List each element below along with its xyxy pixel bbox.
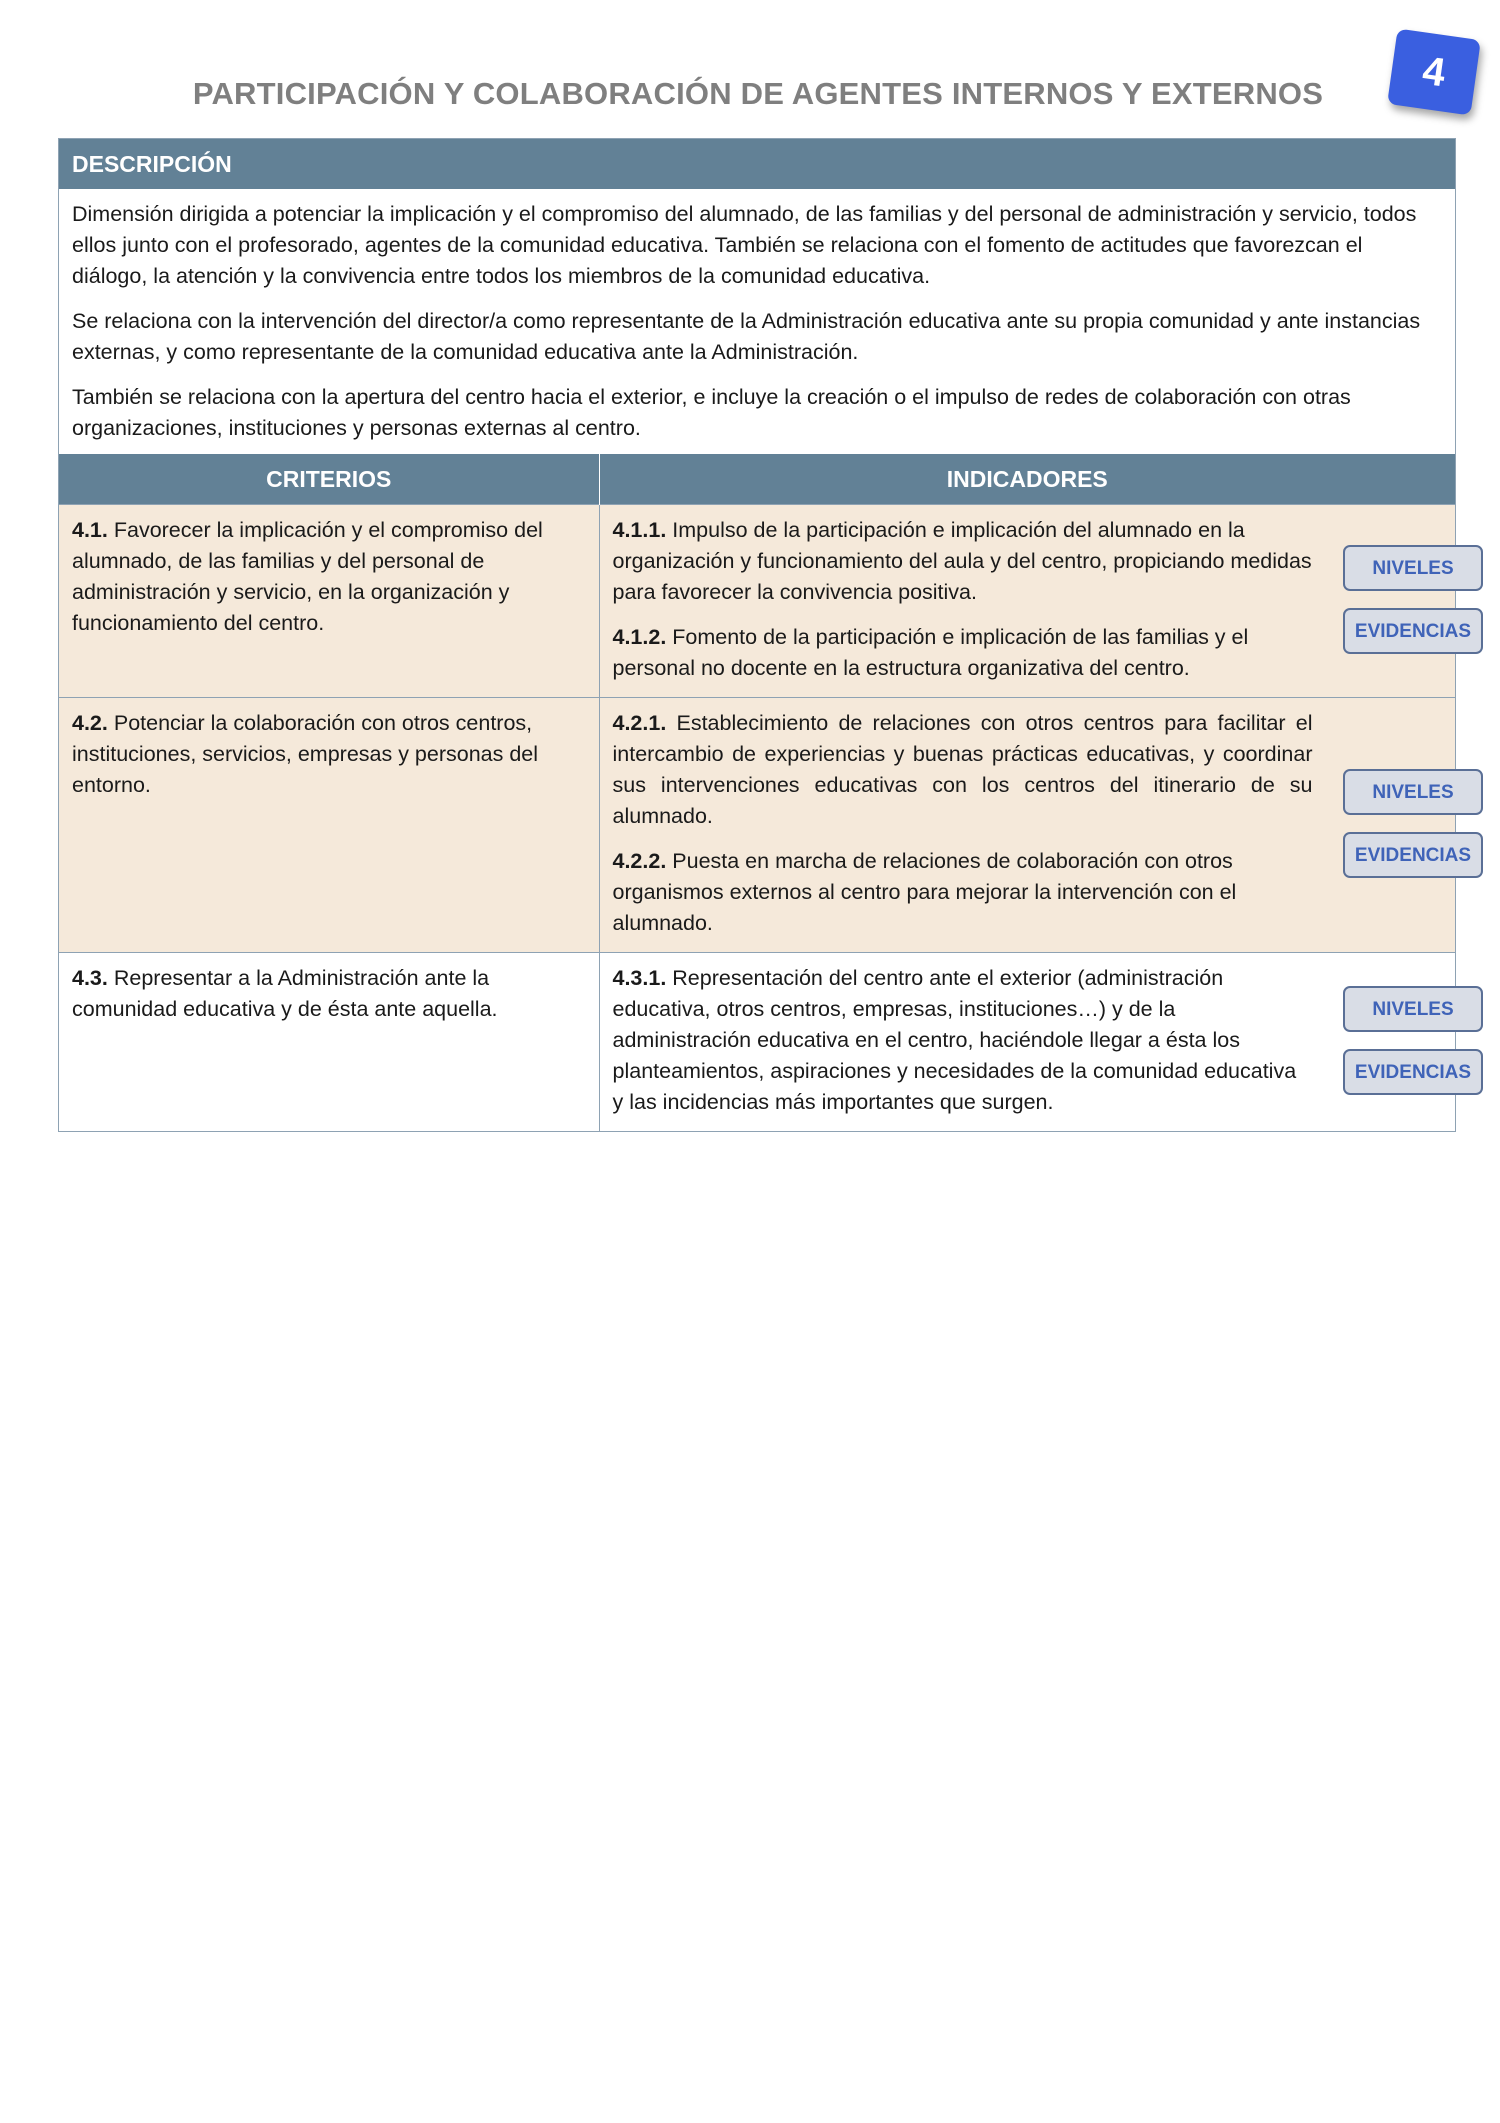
indicator-text: Puesta en marcha de relaciones de colaboración con otros organismos externos al centro para mejorar la intervención con el alumnado. — [612, 849, 1237, 935]
criterion-code: 4.2. — [72, 711, 108, 735]
evidencias-button[interactable]: EVIDENCIAS — [1343, 1049, 1483, 1095]
niveles-button[interactable]: NIVELES — [1343, 769, 1483, 815]
indicator-code: 4.2.1. — [612, 711, 667, 735]
indicator-code: 4.1.1. — [612, 518, 667, 542]
criterion-text: Potenciar la colaboración con otros centros, instituciones, servicios, empresas y personas del entorno. — [72, 711, 539, 797]
dimension-number-badge: 4 — [1387, 29, 1481, 116]
niveles-button[interactable]: NIVELES — [1343, 545, 1483, 591]
indicator-code: 4.2.2. — [612, 849, 667, 873]
page-title: PARTICIPACIÓN Y COLABORACIÓN DE AGENTES INTERNOS Y EXTERNOS — [192, 76, 1324, 111]
niveles-button[interactable]: NIVELES — [1343, 986, 1483, 1032]
criterion-code: 4.1. — [72, 518, 108, 542]
criterion-text: Favorecer la implicación y el compromiso del alumnado, de las familias y del personal de administración y servicio, en la organización y funcionamiento del centro. — [72, 518, 543, 635]
row-actions — [1343, 769, 1483, 878]
evidencias-button[interactable]: EVIDENCIAS — [1343, 832, 1483, 878]
criterion-cell — [59, 953, 599, 1131]
indicator-cell — [599, 698, 1472, 953]
criterion-cell — [59, 698, 599, 953]
criteria-table — [59, 454, 1472, 1131]
indicator-cell — [599, 953, 1472, 1131]
indicator-item — [613, 708, 1313, 832]
indicator-text: Representación del centro ante el exterior (administración educativa, otros centros, empresas, instituciones…) y de la administración educativa en el centro, haciéndole llegar a ésta los planteamientos, aspiraciones y necesidades de la comunidad educativa y las incidencias más importantes que surgen. — [612, 966, 1297, 1114]
indicator-text: Impulso de la participación e implicación del alumnado en la organización y funcionamiento del aula y del centro, propiciando medidas para favorecer la convivencia positiva. — [612, 518, 1312, 604]
description-paragraph: Dimensión dirigida a potenciar la implicación y el compromiso del alumnado, de las familias y del personal de administración y servicio, todos ellos junto con el profesorado, agentes de la comunidad educativa. También se relaciona con el fomento de actitudes que favorezcan el diálogo, la atención y la convivencia entre todos los miembros de la comunidad educativa. — [72, 202, 1417, 288]
description-paragraph: También se relaciona con la apertura del centro hacia el exterior, e incluye la creación o el impulso de redes de colaboración con otras organizaciones, instituciones y personas externas al centro. — [72, 385, 1351, 440]
description-header: DESCRIPCIÓN — [59, 139, 1455, 189]
table-row — [59, 698, 1455, 953]
indicadores-header: INDICADORES — [599, 454, 1455, 505]
description-paragraph: Se relaciona con la intervención del director/a como representante de la Administración educativa ante su propia comunidad y ante instancias externas, y como representante de la comunidad educativa ante la Administración. — [72, 309, 1421, 364]
indicator-item — [613, 846, 1313, 939]
indicator-item — [613, 515, 1313, 608]
dimension-sheet — [58, 138, 1472, 1132]
evidencias-button[interactable]: EVIDENCIAS — [1343, 608, 1483, 654]
indicator-code: 4.3.1. — [612, 966, 667, 990]
criterion-cell — [59, 505, 599, 698]
indicator-text: Fomento de la participación e implicación de las familias y el personal no docente en la estructura organizativa del centro. — [612, 625, 1249, 680]
table-row — [59, 953, 1455, 1131]
row-actions — [1343, 986, 1483, 1095]
description-body — [59, 189, 1455, 454]
table-row — [59, 505, 1455, 698]
indicator-text: Establecimiento de relaciones con otros centros para facilitar el intercambio de experiencias y buenas prácticas educativas, y coordinar sus intervenciones educativas con los centros del itinerario de su alumnado. — [612, 711, 1313, 828]
criterion-code: 4.3. — [72, 966, 108, 990]
criterion-text: Representar a la Administración ante la comunidad educativa y de ésta ante aquella. — [72, 966, 498, 1021]
indicator-code: 4.1.2. — [612, 625, 667, 649]
row-actions — [1343, 545, 1483, 654]
indicator-item — [613, 622, 1313, 684]
criterios-header: CRITERIOS — [59, 454, 599, 505]
indicator-item — [613, 963, 1313, 1118]
indicator-cell — [599, 505, 1472, 698]
